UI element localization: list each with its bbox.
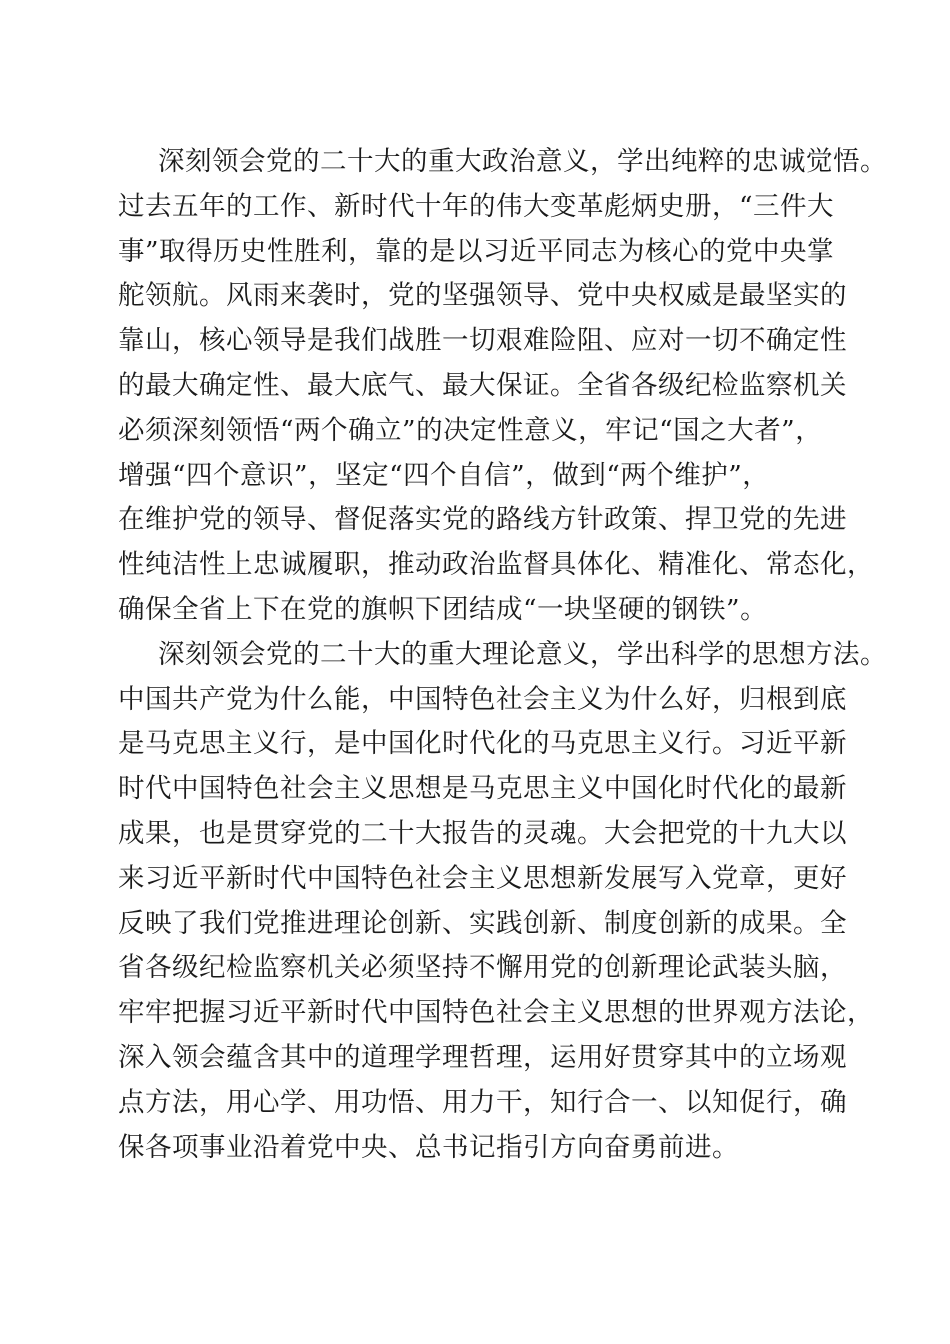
paragraph-1-line-4: 舵领航。风雨来袭时，党的坚强领导、党中央权威是最坚实的 (118, 280, 847, 312)
paragraph-2-line-9: 牢牢把握习近平新时代中国特色社会主义思想的世界观方法论， (118, 997, 874, 1029)
paragraph-1-line-6: 的最大确定性、最大底气、最大保证。全省各级纪检监察机关 (118, 369, 847, 401)
paragraph-2-line-8: 省各级纪检监察机关必须坚持不懈用党的创新理论武装头脑， (118, 952, 847, 984)
paragraph-2-line-11: 点方法，用心学、用功悟、用力干，知行合一、以知促行，确 (118, 1086, 847, 1118)
paragraph-1-line-10: 性纯洁性上忠诚履职，推动政治监督具体化、精准化、常态化， (118, 549, 874, 581)
paragraph-2-line-1: 深刻领会党的二十大的重大理论意义，学出科学的思想方法。 (158, 638, 887, 670)
paragraph-2-line-12: 保各项事业沿着党中央、总书记指引方向奋勇前进。 (118, 1131, 739, 1163)
paragraph-1-line-5: 靠山，核心领导是我们战胜一切艰难险阻、应对一切不确定性 (118, 325, 847, 357)
paragraph-2-line-5: 成果，也是贯穿党的二十大报告的灵魂。大会把党的十九大以 (118, 817, 847, 849)
paragraph-1-line-11: 确保全省上下在党的旗帜下团结成“一块坚硬的钢铁”。 (118, 593, 768, 625)
paragraph-1-line-8: 增强“四个意识”，坚定“四个自信”，做到“两个维护”， (118, 459, 770, 491)
paragraph-1-line-1: 深刻领会党的二十大的重大政治意义，学出纯粹的忠诚觉悟。 (158, 146, 887, 177)
paragraph-1-line-3: 事”取得历史性胜利，靠的是以习近平同志为核心的党中央掌 (118, 235, 835, 267)
paragraph-2-line-2: 中国共产党为什么能，中国特色社会主义为什么好，归根到底 (118, 683, 847, 715)
paragraph-2-line-4: 时代中国特色社会主义思想是马克思主义中国化时代化的最新 (118, 773, 847, 805)
document-body (118, 140, 887, 1170)
paragraph-2-line-10: 深入领会蕴含其中的道理学理哲理，运用好贯穿其中的立场观 (118, 1041, 847, 1073)
paragraph-2-line-6: 来习近平新时代中国特色社会主义思想新发展写入党章，更好 (118, 862, 847, 894)
paragraph-2-line-7: 反映了我们党推进理论创新、实践创新、制度创新的成果。全 (118, 907, 847, 939)
paragraph-2-line-3: 是马克思主义行，是中国化时代化的马克思主义行。习近平新 (118, 728, 847, 760)
paragraph-1-line-7: 必须深刻领悟“两个确立”的决定性意义，牢记“国之大者”， (118, 414, 823, 446)
paragraph-1-line-9: 在维护党的领导、督促落实党的路线方针政策、捍卫党的先进 (118, 504, 847, 536)
paragraph-1-line-2: 过去五年的工作、新时代十年的伟大变革彪炳史册，“三件大 (118, 190, 835, 222)
